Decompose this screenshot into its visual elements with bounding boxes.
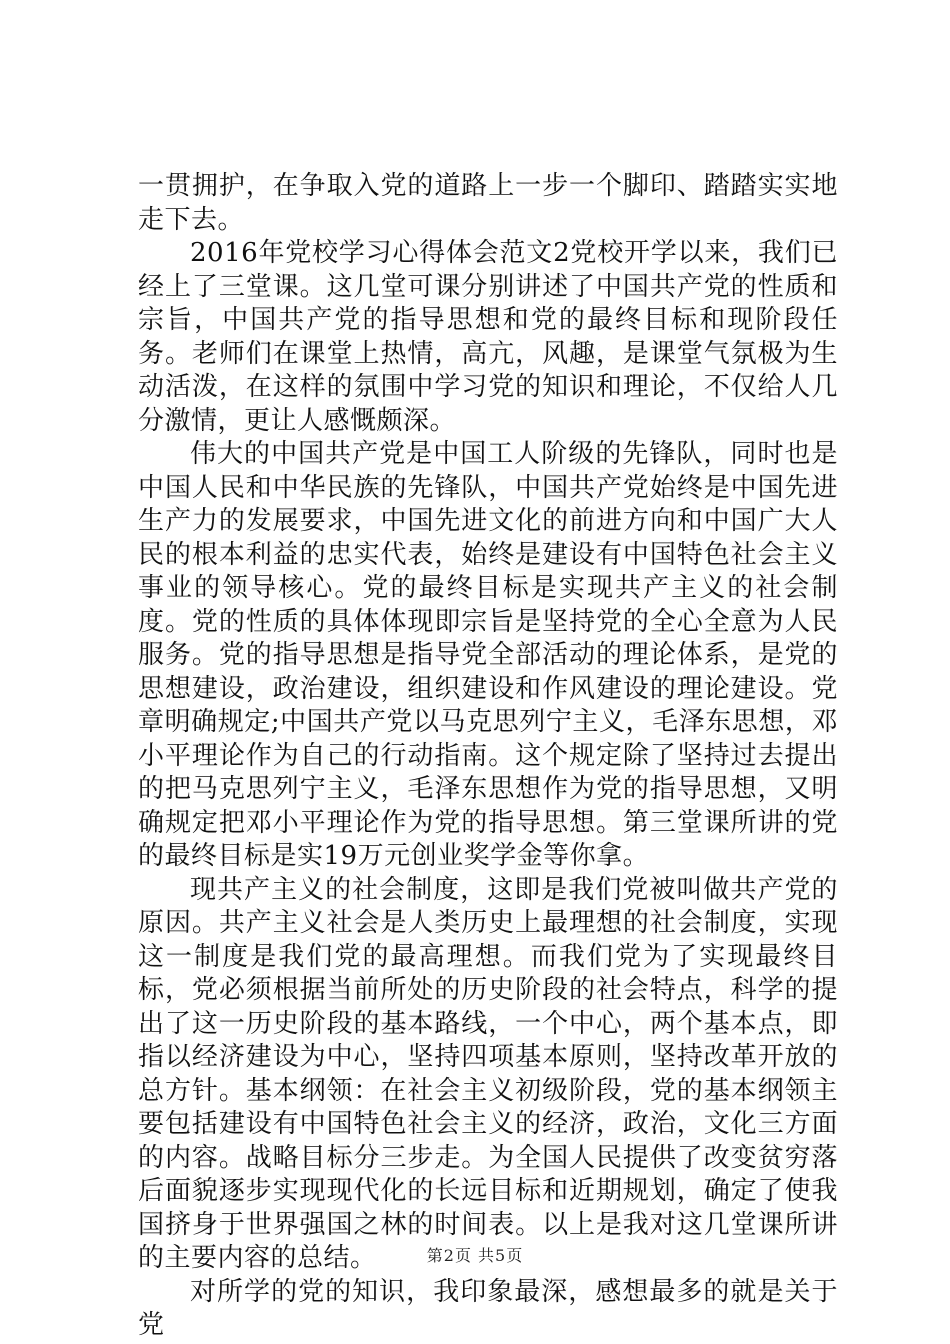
paragraph-5: 对所学的党的知识，我印象最深，感想最多的就是关于党 xyxy=(138,1276,838,1340)
document-body xyxy=(138,170,838,1343)
paragraph-4: 现共产主义的社会制度，这即是我们党被叫做共产党的原因。共产主义社会是人类历史上最理想的社会制度，实现这一制度是我们党的最高理想。而我们党为了实现最终目标，党必须根据当前所处的历史阶段的社会特点，科学的提出了这一历史阶段的基本路线，一个中心，两个基本点，即指以经济建设为中心，坚持四项基本原则，坚持改革开放的总方针。基本纲领：在社会主义初级阶段，党的基本纲领主要包括建设有中国特色社会主义的经济，政治，文化三方面的内容。战略目标分三步走。为全国人民提供了改变贫穷落后面貌逐步实现现代化的长远目标和近期规划，确定了使我国挤身于世界强国之林的时间表。以上是我对这几堂课所讲的主要内容的总结。 xyxy=(138,874,838,1273)
paragraph-1: 一贯拥护，在争取入党的道路上一步一个脚印、踏踏实实地走下去。 xyxy=(138,171,838,235)
paragraph-3: 伟大的中国共产党是中国工人阶级的先锋队，同时也是中国人民和中华民族的先锋队，中国共产党始终是中国先进生产力的发展要求，中国先进文化的前进方向和中国广大人民的根本利益的忠实代表，始终是建设有中国特色社会主义事业的领导核心。党的最终目标是实现共产主义的社会制度。党的性质的具体体现即宗旨是坚持党的全心全意为人民服务。党的指导思想是指导党全部活动的理论体系，是党的思想建设，政治建设，组织建设和作风建设的理论建设。党章明确规定;中国共产党以马克思列宁主义，毛泽东思想，邓小平理论作为自己的行动指南。这个规定除了坚持过去提出的把马克思列宁主义，毛泽东思想作为党的指导思想，又明确规定把邓小平理论作为党的指导思想。第三堂课所讲的党的最终目标是实19万元创业奖学金等你拿。 xyxy=(138,439,838,871)
page-number-footer: 第2页 共5页 xyxy=(426,1246,524,1265)
paragraph-2: 2016年党校学习心得体会范文2党校开学以来，我们已经上了三堂课。这几堂可课分别讲述了中国共产党的性质和宗旨，中国共产党的指导思想和党的最终目标和现阶段任务。老师们在课堂上热情，高亢，风趣，是课堂气氛极为生动活泼，在这样的氛围中学习党的知识和理论，不仅给人几分激情，更让人感慨颇深。 xyxy=(138,238,838,436)
